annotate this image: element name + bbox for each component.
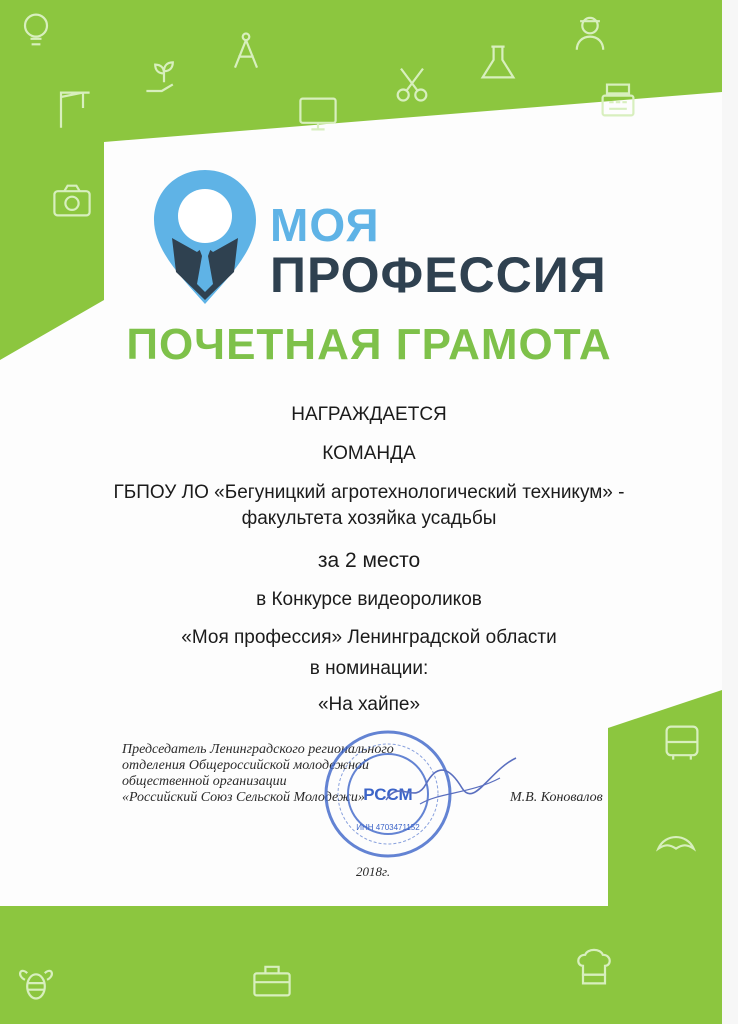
organization-line2: факультета хозяйка усадьбы xyxy=(241,508,497,529)
place-label: за 2 место xyxy=(317,549,421,572)
certificate-title: ПОЧЕТНАЯ ГРАМОТА xyxy=(126,320,612,369)
chef-icon xyxy=(572,946,616,990)
lightbulb-icon xyxy=(14,8,58,52)
bee-icon xyxy=(14,960,58,1004)
nomination-name: «На хайпе» xyxy=(317,694,421,715)
camera-icon xyxy=(50,178,94,222)
compass-icon xyxy=(224,28,268,72)
worker-icon xyxy=(568,8,612,52)
handwritten-signature xyxy=(380,748,520,818)
certificate-year: 2018г. xyxy=(356,864,391,879)
nomination-label: в номинации: xyxy=(309,658,429,679)
monitor-icon xyxy=(296,92,340,136)
signatory-title-line3: общественной организации xyxy=(122,774,287,789)
signatory-name: М.В. Коновалов xyxy=(510,790,603,805)
logo xyxy=(150,168,607,308)
location-pin-tie-icon xyxy=(150,168,260,306)
logo-text-line1: МОЯ xyxy=(270,199,380,251)
team-label: КОМАНДА xyxy=(322,443,416,464)
contest-label: в Конкурсе видеороликов xyxy=(256,589,482,610)
stamp-center-text: РССМ xyxy=(363,785,413,804)
organization-line1: ГБПОУ ЛО «Бегуницкий агротехнологический техникум» - xyxy=(113,482,625,503)
croissant-icon xyxy=(654,820,698,864)
scissors-icon xyxy=(390,62,434,106)
bus-icon xyxy=(660,720,704,764)
signatory-title-line4: «Российский Союз Сельской Молодежи» xyxy=(122,790,365,805)
cash-register-icon xyxy=(596,78,640,122)
signatory-title-line1: Председатель Ленинградского регионального xyxy=(122,742,394,757)
flask-icon xyxy=(476,40,520,84)
crane-icon xyxy=(50,86,94,130)
logo-text-line2: ПРОФЕССИЯ xyxy=(270,247,607,303)
stamp-inn-text: ИНН 4703471152 xyxy=(356,823,420,832)
awarded-label: НАГРАЖДАЕТСЯ xyxy=(291,404,447,425)
plant-hand-icon xyxy=(142,58,186,102)
signatory-title-line2: отделения Общероссийской молодежной xyxy=(122,758,370,773)
contest-name: «Моя профессия» Ленинградской области xyxy=(181,627,557,648)
toolbox-icon xyxy=(250,958,294,1002)
